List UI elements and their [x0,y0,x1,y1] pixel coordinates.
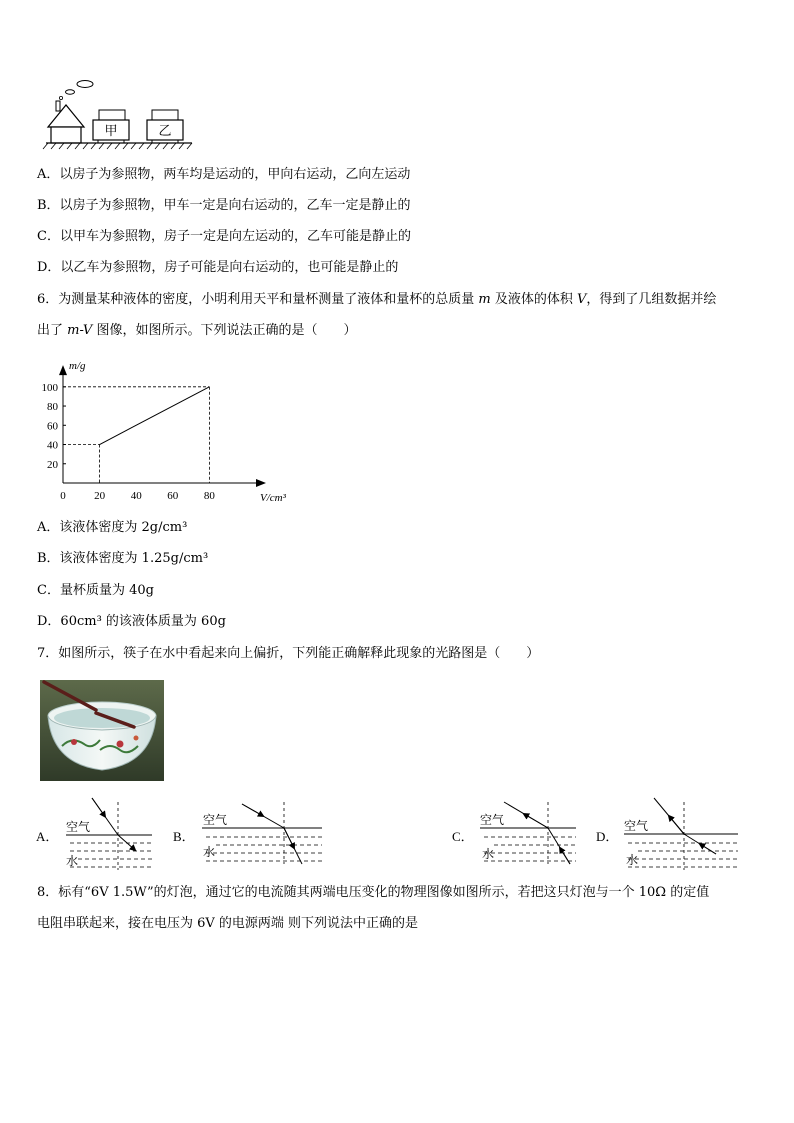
series-line [100,387,210,445]
water-label: 水 [626,853,639,867]
car-b-icon [147,110,183,143]
x-tick-label: 20 [94,490,106,502]
water-label: 水 [66,854,79,868]
ray-diagram-b [173,802,322,864]
smoke-cloud-large [77,81,93,88]
chimney [56,101,60,111]
q5-option-d: D．以乙车为参照物，房子可能是向右运动的，也可能是静止的 [37,260,399,275]
option-b-label: B． [173,829,195,844]
option-d-label: D． [596,829,619,844]
option-c-label: C． [452,829,474,844]
air-label: 空气 [480,813,505,827]
ray-diagram-d [596,798,738,870]
bowl-chopstick-photo [40,680,164,781]
q5-option-a: A．以房子为参照物，两车均是运动的，甲向右运动，乙向左运动 [37,167,411,182]
air-label: 空气 [203,813,228,827]
smoke-cloud-small [66,90,75,94]
house-cars-figure [40,75,200,150]
q5-option-c: C．以甲车为参照物，房子一定是向左运动的，乙车可能是静止的 [37,229,411,244]
water-label: 水 [203,845,216,859]
q6-stem-line-2: 出了 m-V 图像，如图所示。下列说法正确的是（ ） [37,323,357,338]
option-a-label: A． [36,829,59,844]
q8-stem-line-2: 电阻串联起来，接在电压为 6V 的电源两端 则下列说法中正确的是 [37,916,419,931]
y-tick-label: 100 [41,381,58,394]
q6-option-b: B．该液体密度为 1.25g/cm³ [37,551,209,566]
q6-option-d: D．60cm³ 的该液体质量为 60g [37,614,226,629]
ray-diagram-a [36,798,152,870]
q8-stem-line-1: 8．标有“6V 1.5W”的灯泡，通过它的电流随其两端电压变化的物理图像如图所示，若把这只灯泡与一个 10Ω 的定值 [37,885,710,900]
q5-option-b: B．以房子为参照物，甲车一定是向右运动的，乙车一定是静止的 [37,198,411,213]
q6-option-c: C．量杯质量为 40g [37,583,154,598]
ray-diagram-c [452,802,576,864]
y-axis-arrow [59,365,67,375]
y-tick-label: 80 [47,401,58,414]
y-tick-label: 40 [47,439,58,452]
q6-option-a: A．该液体密度为 2g/cm³ [37,520,188,535]
x-axis-arrow [256,479,266,487]
car-a-label: 甲 [104,123,118,138]
y-axis-label: m/g [69,360,86,373]
car-b-label: 乙 [158,123,172,138]
x-tick-label: 0 [60,490,66,502]
m-v-chart [36,355,306,510]
y-tick-label: 20 [47,458,58,471]
x-tick-label: 60 [167,490,179,502]
q6-stem-line-1: 6．为测量某种液体的密度，小明利用天平和量杯测量了液体和量杯的总质量 m 及液体的体积 V，得到了几组数据并绘 [37,292,717,307]
x-axis-label: V/cm³ [260,492,286,504]
x-tick-label: 40 [130,490,142,502]
q7-stem: 7．如图所示，筷子在水中看起来向上偏折，下列能正确解释此现象的光路图是（ ） [37,646,540,661]
air-label: 空气 [624,819,649,833]
water-label: 水 [482,847,495,861]
air-label: 空气 [66,820,91,834]
house-icon [48,105,84,143]
y-tick-label: 60 [47,420,58,433]
ray-diagrams [30,790,750,875]
car-a-icon [93,110,129,143]
x-tick-label: 80 [203,490,215,502]
